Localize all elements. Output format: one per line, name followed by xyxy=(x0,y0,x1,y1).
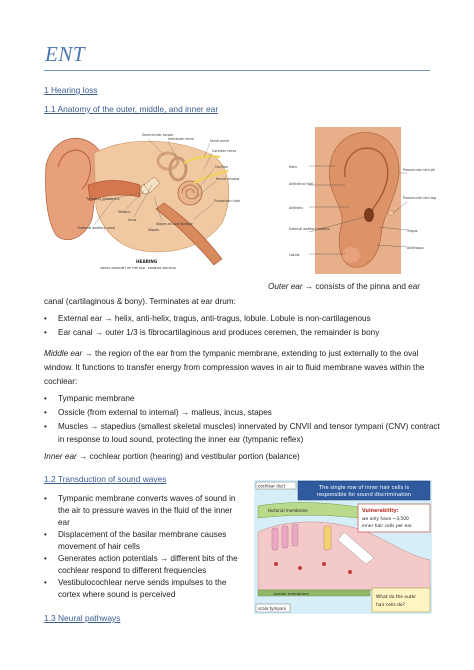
heading-transduction: 1.2 Transduction of sound waves xyxy=(44,474,167,484)
bullet-muscles-cont: in response to loud sound, protecting the inner ear (tympanic reflex) xyxy=(58,435,304,444)
middle-ear-term: Middle ear xyxy=(44,349,83,358)
bullet-ear-canal: Ear canal → outer 1/3 is fibrocartilaginous and produces ceremen, the remainder is bony xyxy=(58,328,380,337)
trans-b1-l1: Tympanic membrane converts waves of sound in xyxy=(58,494,236,503)
cochlea-hair-cells-figure xyxy=(254,480,432,614)
trans-b1-l2: the air to pressure waves in the fluid of the inner xyxy=(58,506,233,515)
bullet-external-ear: External ear → helix, anti-helix, tragus, anti-tragus, lobule. Lobule is non-cartilagenous xyxy=(58,314,371,323)
outer-ear-intro xyxy=(268,281,420,292)
label-antihelix: Antihelix xyxy=(289,206,303,210)
label-tragus: Tragus xyxy=(407,229,418,233)
vulnerability-line-2: inner hair cells per ear. xyxy=(362,524,413,529)
bullet-ossicle: Ossicle (from external to internal) → malleus, incus, stapes xyxy=(58,408,272,417)
inner-ear-line xyxy=(44,451,300,462)
inner-ear-text: → cochlear portion (hearing) and vestibular portion (balance) xyxy=(76,452,300,461)
outer-ear-text: → consists of the pinna and ear xyxy=(302,282,421,291)
inner-ear-term: Inner ear xyxy=(44,452,77,461)
label-facial-nerve: Facial nerve xyxy=(210,139,230,143)
label-external-meatus: External auditory meatus xyxy=(289,227,330,231)
trans-b4-l1: Vestibulocochlear nerve sends impulses to the xyxy=(58,578,227,587)
tectorial-membrane-label: tectorial membrane xyxy=(268,508,308,513)
label-external-canal: External auditory canal xyxy=(78,226,116,230)
scala-tympani-tag: scala tympani xyxy=(258,606,287,611)
cochlea-header-1: The single row of inner hair cells is xyxy=(318,485,410,491)
outer-ear-continued: canal (cartilaginous & bony). Terminates at ear drum: xyxy=(44,297,236,306)
label-lobule: Lobule xyxy=(289,253,300,257)
label-malleus: Malleus xyxy=(118,210,131,214)
label-cochlear-nerve: Cochlear nerve xyxy=(212,149,237,153)
anatomy-caption-title: HEARING xyxy=(136,259,158,264)
middle-ear-line-3: cochlear: xyxy=(44,377,78,386)
middle-ear-text-1: → the region of the ear from the tympanic membrane, extending to just externally to the oval xyxy=(82,349,419,358)
title-rule xyxy=(44,70,430,71)
bullet-tympanic-membrane: Tympanic membrane xyxy=(58,394,135,403)
trans-b3-l2: cochlear respond to different frequencies xyxy=(58,566,207,575)
label-incus: Incus xyxy=(128,218,137,222)
vulnerability-title: Vulnerability: xyxy=(362,509,399,514)
label-antihelical-fold: Antihelical fold xyxy=(289,182,313,186)
trans-b2-l1: Displacement of the basilar membrane causes xyxy=(58,530,227,539)
middle-ear-line-1 xyxy=(44,348,434,359)
label-round-window: Round window xyxy=(216,177,240,181)
label-preauricular-tag: Preauricular skin tag xyxy=(403,196,436,200)
trans-b1-l3: ear xyxy=(58,518,70,527)
label-eustachian-tube: Eustachian tube xyxy=(214,199,240,203)
label-preauricular-pit: Preauricular skin pit xyxy=(403,168,435,172)
label-vestibular-nerve: Vestibular nerve xyxy=(168,137,195,141)
pinna-figure xyxy=(287,127,436,274)
vulnerability-line-1: we only have ~3,500 xyxy=(362,517,409,522)
middle-ear-line-2: window. It functions to transfer energy from compression waves in air to fluid membrane waves within the xyxy=(44,363,425,372)
label-stapes: Stapes xyxy=(148,228,159,232)
label-tympanic-membrane: Tympanic membrane xyxy=(86,197,120,201)
trans-b4-l2: cortex where sound is perceived xyxy=(58,590,176,599)
outer-ear-term: Outer ear xyxy=(268,282,303,291)
label-helix: Helix xyxy=(289,165,298,169)
heading-neural-pathways: 1.3 Neural pathways xyxy=(44,613,121,623)
label-semicircular-canals: Semicircular canals xyxy=(142,133,174,137)
question-line-1: What do the outer xyxy=(376,595,417,600)
label-cochlea: Cochlea xyxy=(215,165,228,169)
ear-cross-section-figure xyxy=(44,127,241,273)
anatomy-caption-sub: CROSS ANATOMY OF THE EAR · FRONTAL SECTION xyxy=(100,266,176,270)
heading-hearing-loss: 1 Hearing loss xyxy=(44,85,98,95)
label-stapes-oval-window: Stapes on oval window xyxy=(156,222,193,226)
question-line-2: hair cells do? xyxy=(376,603,405,608)
basilar-membrane-label: basilar membrane xyxy=(274,591,309,596)
trans-b2-l2: movement of hair cells xyxy=(58,542,140,551)
label-antitragus: Antitragus xyxy=(407,246,424,250)
cochlea-header-2: responsible for sound discrimination xyxy=(316,492,412,498)
heading-anatomy: 1.1 Anatomy of the outer, middle, and inner ear xyxy=(44,104,219,114)
trans-b3-l1: Generates action potentials → different bits of the xyxy=(58,554,238,563)
document-page: ENT 1 Hearing loss 1.1 Anatomy of the outer, middle, and inner ear Semicircular canals Vestibular nerve Facial nerve Cochlear nerve Cochlea Round window Eustachian tube Tympanic membrane Stapes on oval window External auditory canal Malleus Incus Stapes HEARING CROSS ANATOMY OF THE EAR · FRONTAL SECTION Helix Antihelical fold Antihelix External auditory meatus Lobule Preauricular skin pit Preauricular skin tag Tragus Antitragus Outer ear → consists of the pinna and ear canal (cartilaginous & bony). Terminates at ear drum: • External ear → helix, anti-helix, tragus, anti-tragus, lobule. Lobule is non-cartilagenous • Ear canal → outer 1/3 is fibrocartilaginous and produces ceremen, the remainder is bony Middle ear → the region of the ear from the tympanic membrane, extending to just externally to the oval window. It functions to transfer energy from compression waves in air to fluid membrane waves within the cochlear: • Tympanic membrane • Ossicle (from external to internal) → malleus, incus, stapes • Muscles → stapedius (smallest skeletal muscles) innervated by CNVII and tensor tympani (CNV) contract in response to loud sound, protecting the inner ear (tympanic reflex) Inner ear → cochlear portion (hearing) and vestibular portion (balance) 1.2 Transduction of sound waves • Tympanic membrane converts waves of sound in the air to pressure waves in the fluid of the inner ear • Displacement of the basilar membrane causes movement of hair cells • Generates action potentials → different bits of the cochlear respond to different frequencies • Vestibulocochlear nerve sends impulses to the cortex where sound is perceived 1.3 Neural pathways The single row of inner hair cells is responsible for sound discrimination cochlear duct tectorial membrane Vulnerability: we only have ~3,500 inner hair cells per ear. What do the outer hair cells do? basilar membrane scala tympani xyxy=(44,42,440,623)
cochlear-duct-tag: cochlear duct xyxy=(258,483,286,489)
page-title: ENT xyxy=(45,42,86,66)
bullet-muscles: Muscles → stapedius (smallest skeletal muscles) innervated by CNVII and tensor tympani (CNV) contract xyxy=(58,422,440,431)
